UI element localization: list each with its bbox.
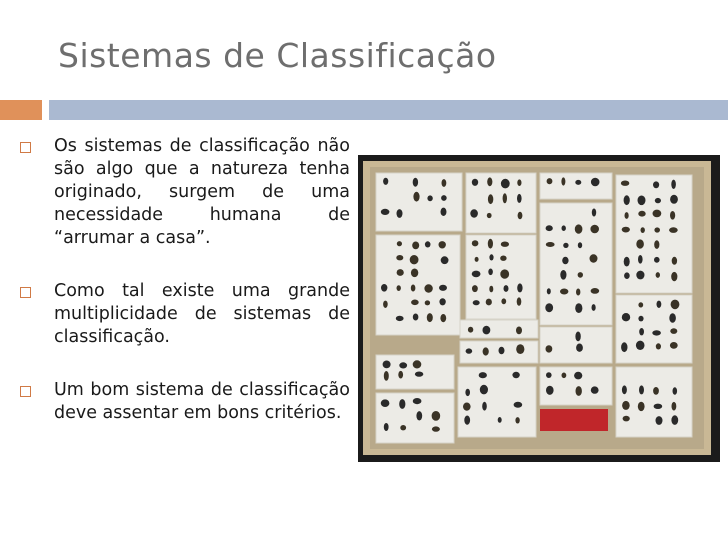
insect-specimen [396, 255, 403, 260]
insect-specimen [498, 417, 502, 423]
insect-specimen [518, 212, 523, 219]
insect-specimen [512, 372, 519, 378]
insect-specimen [440, 314, 446, 322]
insect-specimen [425, 241, 431, 247]
insect-specimen [383, 361, 391, 369]
insect-specimen [383, 301, 388, 308]
insect-specimen [670, 211, 675, 220]
insect-specimen [654, 227, 660, 232]
insect-specimen [517, 194, 522, 203]
insect-specimen [432, 411, 441, 421]
insect-specimen [654, 404, 663, 409]
insect-specimen [411, 285, 416, 292]
slide-title: Sistemas de Classificação [58, 36, 497, 75]
insect-specimen [396, 316, 404, 321]
insect-specimen [638, 302, 643, 307]
insect-specimen [671, 272, 677, 281]
insect-specimen [560, 289, 568, 295]
insect-specimen [672, 402, 677, 411]
insect-specimen [576, 386, 582, 396]
insect-specimen [655, 198, 661, 203]
insect-specimen [427, 313, 433, 322]
insect-specimen [638, 316, 643, 322]
insect-specimen [413, 398, 422, 404]
insect-specimen [483, 347, 489, 355]
insect-specimen [412, 242, 419, 250]
insect-specimen [545, 303, 553, 312]
insect-specimen [489, 286, 493, 293]
insect-specimen [575, 180, 581, 185]
insect-specimen [400, 425, 406, 430]
insect-specimen [546, 225, 553, 231]
insect-specimen [653, 387, 659, 395]
square-bullet-icon [20, 142, 31, 153]
insect-specimen [381, 209, 390, 215]
insect-specimen [424, 284, 432, 292]
insect-drawer-illustration [358, 155, 720, 462]
insect-specimen [624, 257, 630, 267]
insect-specimen [432, 426, 440, 431]
insect-specimen [669, 227, 678, 233]
specimen-tray [540, 173, 612, 199]
insect-specimen [517, 297, 522, 305]
insect-specimen [575, 224, 583, 233]
bullet-item [20, 379, 350, 425]
insect-specimen [562, 225, 566, 231]
insect-specimen [624, 272, 630, 279]
title-accent-bar [0, 100, 42, 120]
insect-specimen [499, 347, 505, 354]
insect-specimen [397, 241, 402, 246]
insect-specimen [482, 402, 487, 411]
insect-specimen [501, 179, 510, 189]
insect-specimen [560, 270, 566, 280]
insect-specimen [472, 285, 478, 292]
bullet-text: Os sistemas de classificação não são algo que a natureza tenha originado, surgem de uma necessidade humana de “arrumar a casa”. [54, 136, 350, 248]
insect-specimen [656, 343, 661, 349]
insect-specimen [561, 177, 565, 185]
insect-specimen [475, 257, 479, 262]
insect-specimen [546, 242, 555, 247]
bullet-item [20, 280, 350, 349]
insect-specimen [483, 326, 491, 335]
insect-specimen [411, 300, 419, 306]
insect-specimen [621, 342, 627, 352]
insect-specimen [466, 348, 473, 353]
insect-specimen [654, 257, 660, 263]
insect-specimen [473, 300, 480, 305]
insect-specimen [575, 332, 580, 342]
insect-specimen [399, 399, 405, 409]
insect-specimen [590, 254, 598, 262]
square-bullet-icon [20, 287, 31, 298]
insect-specimen [470, 209, 478, 217]
insect-specimen [503, 193, 507, 203]
insect-specimen [638, 255, 643, 264]
insect-specimen [413, 192, 419, 202]
bullet-text: Como tal existe uma grande multiplicidade de sistemas de classificação. [54, 281, 350, 347]
insect-specimen [397, 285, 401, 291]
insect-specimen [427, 195, 432, 201]
insect-specimen [517, 283, 522, 292]
insect-specimen [621, 181, 629, 186]
insect-specimen [381, 284, 387, 292]
insect-specimen [411, 269, 418, 278]
insect-specimen [442, 179, 447, 187]
insect-specimen [638, 196, 646, 206]
insect-specimen [576, 344, 583, 352]
insect-specimen [574, 372, 582, 380]
insect-specimen [439, 285, 447, 291]
red-label [540, 409, 608, 431]
insect-specimen [439, 298, 445, 305]
insect-specimen [641, 227, 645, 233]
insect-specimen [472, 271, 481, 278]
insect-specimen [625, 212, 629, 219]
insect-specimen [472, 179, 478, 186]
insect-specimen [638, 211, 645, 217]
square-bullet-icon [20, 386, 31, 397]
insect-specimen [638, 402, 645, 411]
insect-specimen [486, 299, 492, 306]
insect-specimen [592, 304, 596, 311]
insect-specimen [488, 194, 493, 204]
insect-specimen [654, 240, 659, 249]
insect-specimen [410, 255, 419, 264]
insect-collection-photo [358, 155, 720, 462]
insect-specimen [639, 328, 644, 335]
insect-specimen [657, 301, 662, 308]
insect-specimen [413, 360, 422, 368]
insect-specimen [487, 177, 492, 186]
insect-specimen [622, 401, 630, 410]
insect-specimen [516, 344, 524, 354]
insect-specimen [563, 243, 568, 248]
insect-specimen [591, 178, 600, 187]
title-divider-bar [49, 100, 728, 120]
insect-specimen [465, 389, 470, 396]
insect-specimen [487, 213, 492, 218]
insect-specimen [578, 272, 583, 278]
bullet-item [20, 135, 350, 250]
insect-specimen [656, 416, 663, 425]
insect-specimen [500, 269, 509, 278]
insect-specimen [517, 179, 521, 186]
insect-specimen [636, 271, 644, 280]
insect-specimen [501, 242, 509, 247]
insect-specimen [488, 269, 493, 276]
insect-specimen [562, 373, 567, 379]
insect-specimen [578, 242, 582, 248]
insect-specimen [670, 328, 677, 334]
insect-specimen [383, 178, 388, 185]
insect-specimen [576, 289, 580, 296]
insect-specimen [463, 403, 471, 411]
specimen-tray [376, 173, 462, 231]
insect-specimen [464, 416, 470, 425]
insect-specimen [623, 416, 630, 422]
insect-specimen [468, 327, 473, 333]
insect-specimen [591, 288, 600, 294]
insect-specimen [441, 256, 449, 264]
insect-specimen [514, 402, 523, 408]
insect-specimen [479, 372, 487, 378]
insect-specimen [653, 181, 659, 188]
insect-specimen [575, 303, 582, 313]
insect-specimen [639, 385, 644, 394]
insect-specimen [415, 372, 423, 377]
insect-specimen [546, 372, 552, 378]
insect-specimen [397, 269, 404, 276]
insect-specimen [381, 399, 390, 407]
insect-specimen [671, 300, 680, 310]
insect-specimen [671, 415, 678, 425]
insect-specimen [480, 385, 488, 395]
insect-specimen [384, 423, 389, 431]
insect-specimen [488, 239, 493, 249]
insect-specimen [399, 362, 407, 368]
insect-specimen [672, 257, 677, 265]
insect-specimen [622, 385, 627, 394]
insect-specimen [384, 371, 389, 381]
insect-specimen [624, 195, 630, 205]
insect-specimen [622, 227, 630, 233]
insect-specimen [636, 341, 645, 350]
insect-specimen [591, 386, 599, 393]
insect-specimen [592, 209, 596, 217]
insect-specimen [547, 178, 553, 184]
bullet-text: Um bom sistema de classificação deve assentar em bons critérios. [54, 380, 350, 423]
insect-specimen [413, 314, 419, 321]
insect-specimen [656, 272, 660, 278]
specimen-tray [540, 327, 612, 363]
insect-specimen [673, 387, 678, 394]
insect-specimen [515, 417, 519, 423]
insect-specimen [504, 285, 509, 292]
insect-specimen [670, 342, 678, 349]
specimen-tray [376, 235, 460, 335]
insect-specimen [546, 386, 554, 395]
insect-specimen [562, 257, 568, 265]
insect-specimen [413, 178, 418, 187]
insect-specimen [670, 195, 678, 204]
specimen-tray [458, 367, 536, 437]
insect-specimen [500, 256, 506, 261]
insect-specimen [546, 345, 553, 352]
specimen-tray [616, 295, 692, 363]
insect-specimen [425, 300, 430, 305]
insect-specimen [501, 298, 506, 304]
insect-specimen [441, 208, 447, 216]
insect-specimen [472, 240, 479, 246]
insect-specimen [669, 313, 676, 323]
insect-specimen [416, 411, 422, 420]
insect-specimen [397, 209, 403, 218]
insect-specimen [590, 225, 599, 234]
insect-specimen [439, 241, 446, 248]
insect-specimen [636, 239, 644, 248]
insect-specimen [398, 371, 403, 379]
insect-specimen [652, 330, 661, 335]
bullet-list [20, 135, 350, 455]
insect-specimen [516, 327, 522, 335]
insect-specimen [653, 210, 662, 218]
insect-specimen [622, 313, 630, 321]
insect-specimen [441, 195, 447, 201]
insect-specimen [671, 180, 676, 189]
insect-specimen [489, 254, 493, 260]
insect-specimen [547, 288, 551, 294]
